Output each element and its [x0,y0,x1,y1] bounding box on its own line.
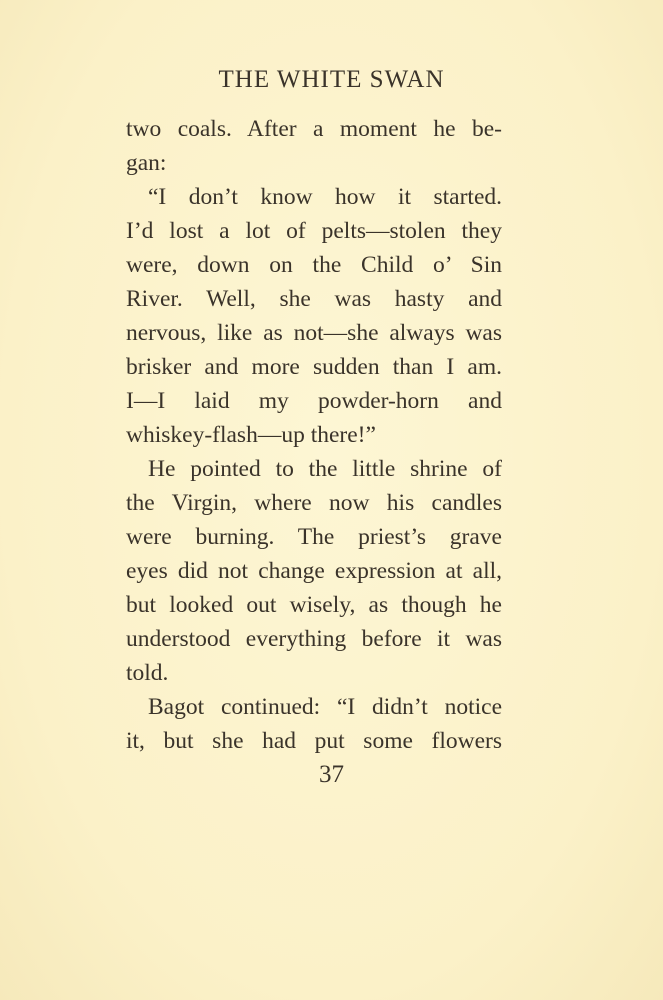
text-line: “I don’t know how it started. [148,184,502,210]
text-line: were, down on the Child o’ Sin [126,252,502,278]
text-line: understood everything before it was [126,626,502,652]
text-line: River. Well, she was hasty and [126,286,502,312]
text-line: told. [126,660,169,686]
running-head: THE WHITE SWAN [218,66,445,93]
text-line: Bagot continued: “I didn’t notice [148,694,502,720]
text-line: whiskey-flash—up there!” [126,422,376,448]
text-line: He pointed to the little shrine of [148,456,502,482]
text-line: but looked out wisely, as though he [126,592,502,618]
text-line: I’d lost a lot of pelts—stolen they [126,218,502,244]
text-line: nervous, like as not—she always was [126,320,502,346]
text-line: brisker and more sudden than I am. [126,354,502,380]
text-line: it, but she had put some flowers [126,728,502,754]
body-text [126,112,502,758]
text-line: I—I laid my powder-horn and [126,388,502,414]
text-line: eyes did not change expression at all, [126,558,502,584]
text-line: the Virgin, where now his candles [126,490,502,516]
page-number: 37 [319,761,344,788]
text-line: were burning. The priest’s grave [126,524,502,550]
text-line: gan: [126,150,167,176]
text-line: two coals. After a moment he be- [126,116,502,142]
